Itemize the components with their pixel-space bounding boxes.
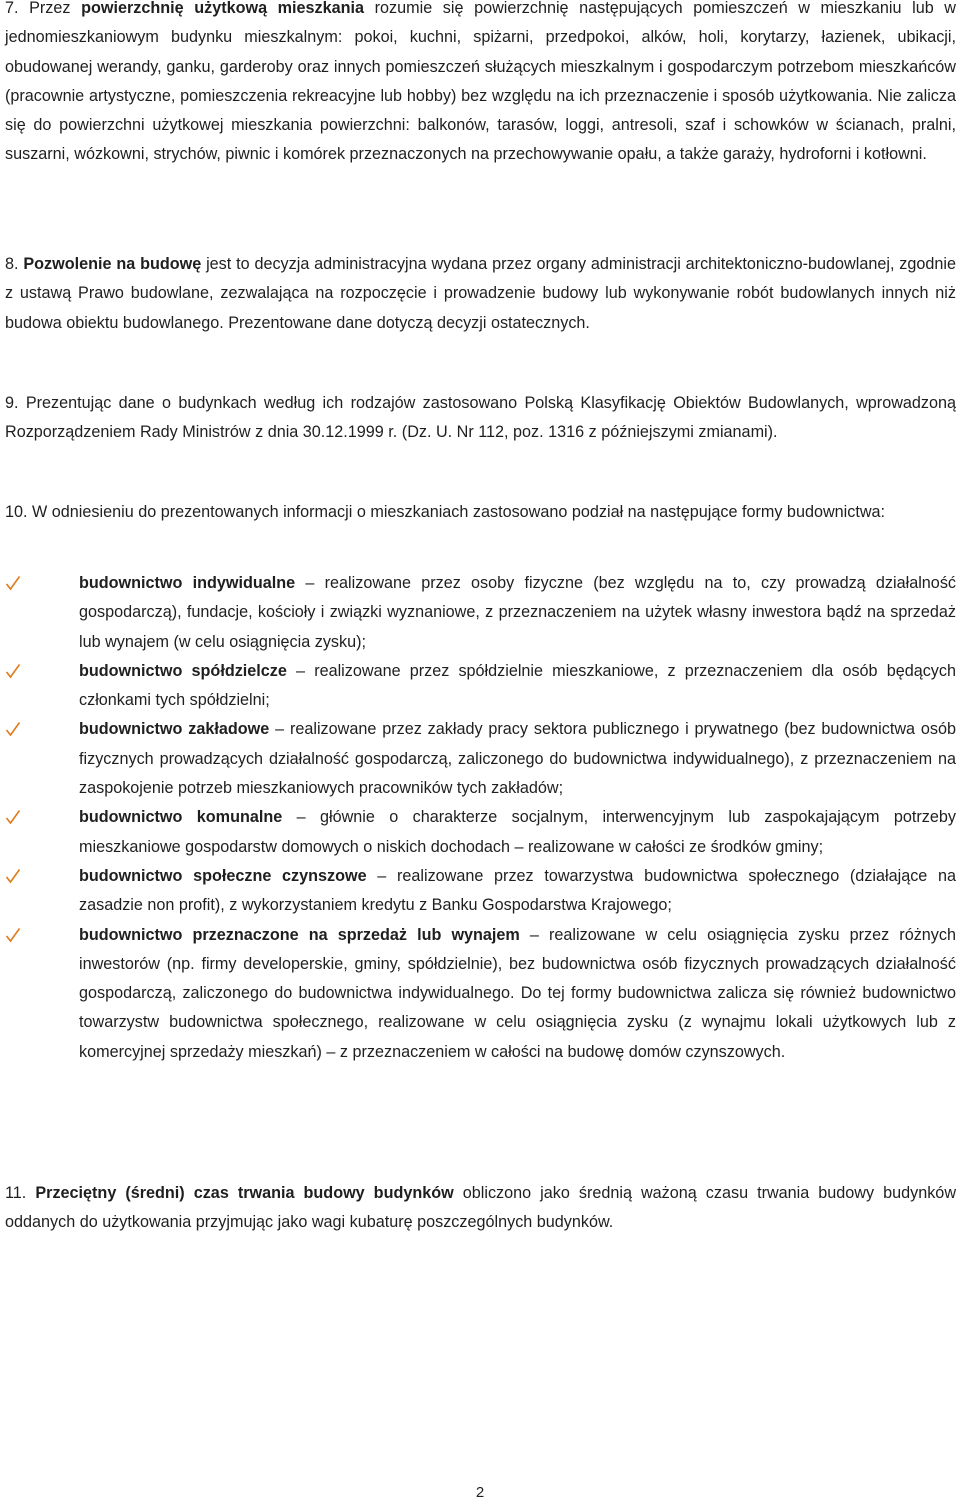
list-item [5,569,956,657]
list-item-text: – realizowane przez osoby fizyczne (bez względu na to, czy prowadzą działalność gospodarczą), fundacje, kościoły i związki wyznaniowe, z przeznaczeniem na użytek własny inwestora bądź na sprzedaż lub wynajem (w celu osiągnięcia zysku); [79,574,957,651]
list-item-term: budownictwo spółdzielcze [79,661,287,680]
list-item-term: budownictwo komunalne [79,808,283,827]
list-item [5,921,956,1067]
list-item [5,657,956,716]
list-item-text: – realizowane przez zakłady pracy sektora publicznego i prywatnego (bez budownictwa osób fizycznych prowadzących działalność gospodarczą, zaliczonego do budownictwa indywidualnego), z przeznaczeniem na zaspokojenie potrzeb mieszkaniowych pracowników tych zakładów; [79,720,956,798]
check-icon [5,927,21,943]
list-item-term: budownictwo społeczne czynszowe [79,866,367,885]
paragraph-text: Prezentując dane o budynkach według ich rodzajów zastosowano Polską Klasyfikację Obiektów Budowlanych, wprowadzoną Rozporządzeniem Rady Ministrów z dnia 30.12.1999 r. (Dz. U. Nr 112, poz. 1316 z późniejszymi zmianami). [5,394,956,442]
check-icon [5,663,21,679]
paragraph-number: 9. [5,394,19,412]
construction-forms-list [5,569,956,1067]
list-item-text: – realizowane przez spółdzielnie mieszkaniowe, z przeznaczeniem dla osób będących członkami tych spółdzielni; [79,661,956,710]
paragraph-11 [5,1179,956,1238]
paragraph-text: jest to decyzja administracyjna wydana przez organy administracji architektoniczno-budowlanej, zgodnie z ustawą Prawo budowlane, zezwalająca na rozpoczęcie i prowadzenie budowy lub wykonywanie robót budowlanych innych niż budowa obiektu budowlanego. Prezentowane dane dotyczą decyzji ostatecznych. [5,255,956,332]
paragraph-number: 10. [5,503,28,521]
paragraph-number: 8. [5,255,19,273]
page-number: 2 [475,1484,485,1501]
paragraph-number: 11. [5,1184,27,1202]
list-item-term: budownictwo indywidualne [79,574,296,592]
paragraph-7 [5,0,956,170]
list-item-term: budownictwo zakładowe [79,720,270,739]
paragraph-text: Przez [18,0,82,17]
paragraph-text: rozumie się powierzchnię następujących pomieszczeń w mieszkaniu lub w jednomieszkaniowym budynku mieszkalnym: pokoi, kuchni, spiżarni, przedpokoi, alków, holi, korytarzy, łazienek, ubikacji, obudowanej werandy, ganku, garderoby oraz innych pomieszczeń służących mieszkalnym i gospodarczym potrzebom mieszkańców (pracownie artystyczne, pomieszczenia rekreacyjne lub hobby) bez względu na ich przeznaczenie i sposób użytkowania. Nie zalicza się do powierzchni użytkowej mieszkania powierzchni: balkonów, tarasów, loggi, antresoli, szaf i schowków w ścianach, pralni, suszarni, wózkowni, strychów, piwnic i komórek przeznaczonych na przechowywanie opału, a także garaży, hydroforni i kotłowni. [5,0,956,164]
paragraph-text: obliczono jako średnią ważoną czasu trwania budowy budynków oddanych do użytkowania przyjmując jako wagi kubaturę poszczególnych budynków. [5,1184,957,1232]
check-icon [5,868,21,884]
check-icon [5,575,21,591]
list-item-text: – głównie o charakterze socjalnym, interwencyjnym lub zaspokajającym potrzeby mieszkaniowe gospodarstw domowych o niskich dochodach – realizowane w całości ze środków gminy; [79,808,956,856]
check-icon [5,809,21,825]
list-item-text: – realizowane w celu osiągnięcia zysku przez różnych inwestorów (np. firmy developerskie, gminy, spółdzielnie), bez budownictwa osób fizycznych prowadzących działalność gospodarczą, zaliczonego do budownictwa indywidualnego. Do tej formy budownictwa zalicza się również budownictwo towarzystw budownictwa społecznego, realizowane w celu osiągnięcia zysku (z wynajmu lokali użytkowych lub z komercyjnej sprzedaży mieszkań) – z przeznaczeniem w całości na budowę domów czynszowych. [79,925,956,1061]
list-item-text: – realizowane przez towarzystwa budownictwa społecznego (działające na zasadzie non profit), z wykorzystaniem kredytu z Banku Gospodarstwa Krajowego; [79,866,956,915]
check-icon [5,721,21,737]
list-item-term: budownictwo przeznaczone na sprzedaż lub wynajem [79,925,520,944]
paragraph-10 [5,498,956,527]
term-bold: powierzchnię użytkową mieszkania [81,0,365,17]
list-item [5,862,956,921]
term-bold: Pozwolenie na budowę [23,255,202,273]
paragraph-number: 7. [5,0,19,17]
list-item [5,715,956,803]
term-bold: Przeciętny (średni) czas trwania budowy budynków [35,1184,454,1202]
paragraph-9 [5,389,956,448]
paragraph-text: W odniesieniu do prezentowanych informacji o mieszkaniach zastosowano podział na następujące formy budownictwa: [27,503,886,521]
paragraph-8 [5,250,956,338]
list-item [5,803,956,862]
